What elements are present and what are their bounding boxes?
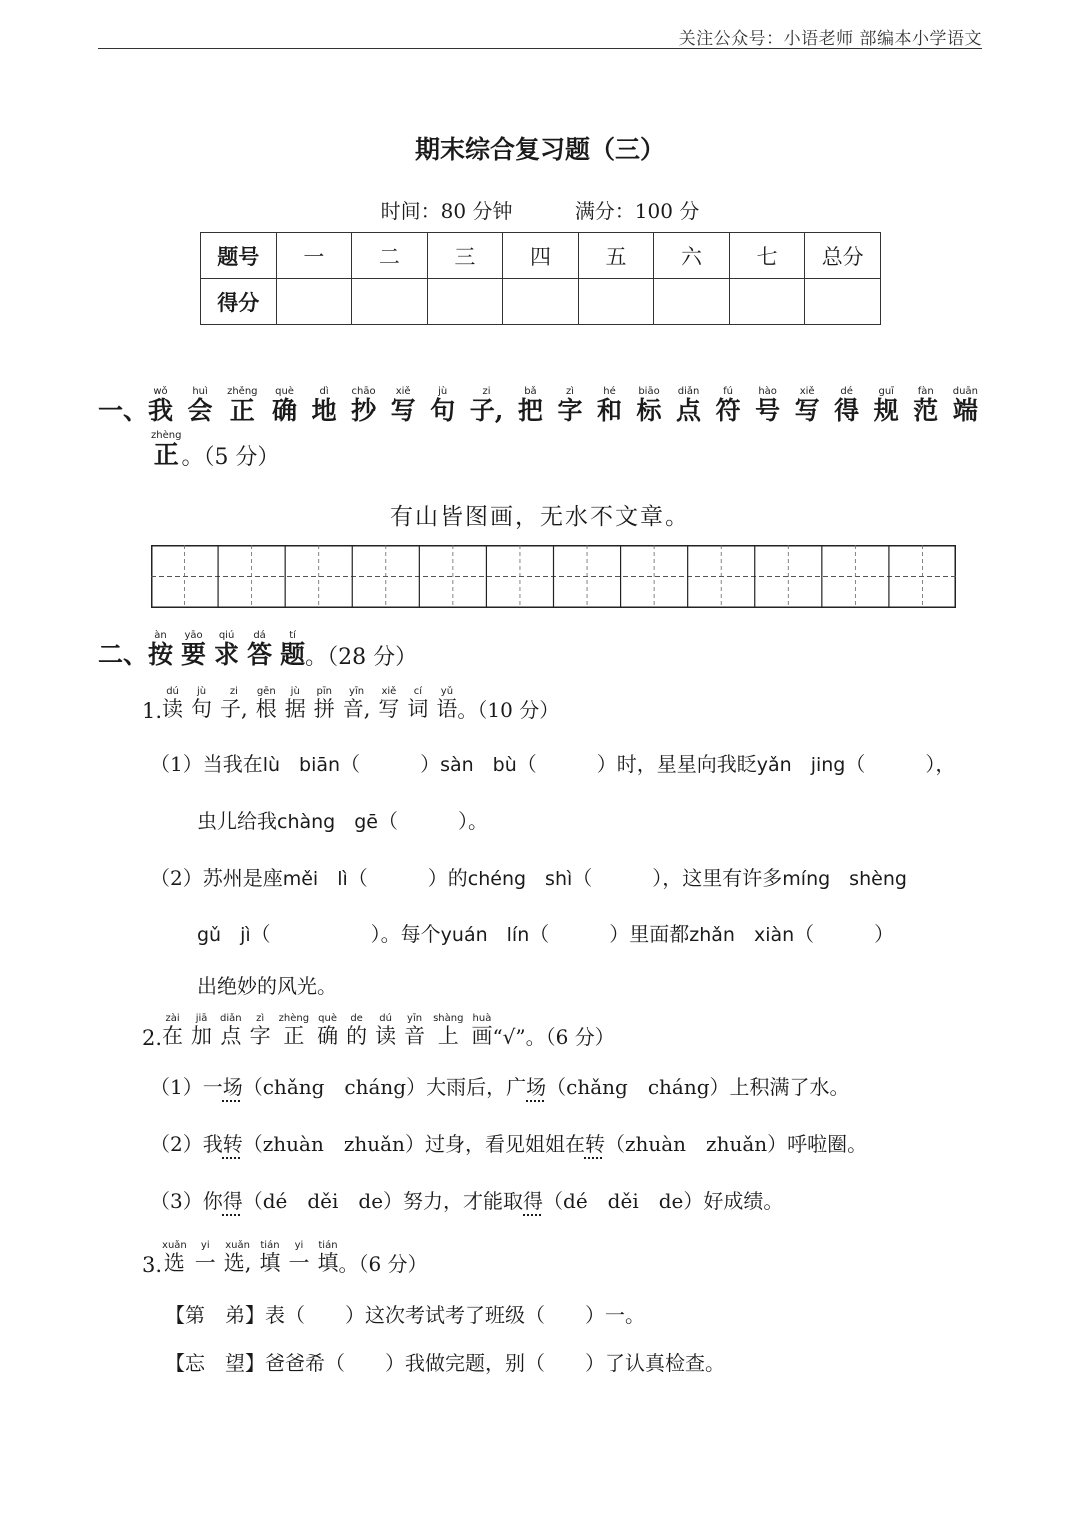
- ruby-char: 得dé: [834, 386, 860, 425]
- pinyin: lù biān: [262, 754, 341, 776]
- ruby-char: 范fàn: [913, 386, 939, 425]
- ruby-char: 会huì: [187, 386, 213, 425]
- ruby-char: 把bǎ: [517, 386, 543, 425]
- ruby-char: 确què: [272, 386, 298, 425]
- ruby-char: 地dì: [311, 386, 337, 425]
- section1-heading: [98, 386, 978, 427]
- ruby-char: 要yāo: [181, 630, 207, 669]
- score-table-header-row: [201, 233, 881, 279]
- ruby-char: 句jù: [430, 386, 456, 425]
- dotted-char: 场: [222, 1075, 243, 1099]
- q3-heading: [142, 1240, 428, 1277]
- ruby-char: 求qiú: [214, 630, 240, 669]
- score-input-cell[interactable]: [654, 279, 730, 325]
- q2-line3: （3）你得（dé děi de）努力，才能取得（dé děi de）好成绩。: [150, 1189, 784, 1213]
- ruby-char: 音,yīn: [342, 686, 371, 721]
- pinyin: chàng gē: [277, 811, 378, 833]
- q1-line2: 虫儿给我chàng gē（ ）。: [197, 809, 488, 833]
- q2-line1: （1）一场（chǎng cháng）大雨后，广场（chǎng cháng）上积满了水。: [150, 1075, 850, 1099]
- ruby-char: 标biāo: [636, 386, 662, 425]
- ruby-char: 字zì: [249, 1013, 271, 1048]
- section-points: 。（28 分）: [305, 645, 418, 670]
- header-divider: [98, 48, 982, 49]
- ruby-char: 填tián: [259, 1240, 281, 1275]
- answer-blank[interactable]: （ ）: [794, 922, 895, 946]
- question-points: 。（10 分）: [457, 698, 560, 722]
- header-note: 关注公众号：小语老师 部编本小学语文: [678, 29, 982, 49]
- ruby-char: 和hé: [596, 386, 622, 425]
- ruby-char: 答dá: [247, 630, 273, 669]
- ruby-char: 号hào: [755, 386, 781, 425]
- section2-ruby-text: [148, 630, 305, 671]
- ruby-char: 在zài: [162, 1013, 184, 1048]
- choice-options[interactable]: （zhuàn zhuǎn）呼啦圈。: [604, 1132, 868, 1156]
- pinyin: yǎn jing: [756, 754, 846, 776]
- ruby-char: 端duān: [952, 386, 978, 425]
- ruby-char: 填tián: [317, 1240, 339, 1275]
- writing-grid[interactable]: [151, 545, 956, 608]
- question-points: “√”。（6 分）: [492, 1025, 615, 1049]
- ruby-char: 读dú: [162, 686, 184, 721]
- score-input-cell[interactable]: [427, 279, 503, 325]
- question-number: 1.: [142, 699, 163, 723]
- q1-line1: （1）当我在lù biān（ ）sàn bù（ ）时，星星向我眨yǎn jing（ ），: [150, 752, 956, 776]
- q1-ruby-text: [162, 686, 457, 723]
- ruby-char: 写xiě: [794, 386, 820, 425]
- section1-heading-line2: [151, 430, 279, 471]
- question-points: 。（6 分）: [338, 1252, 428, 1276]
- fill-sentence[interactable]: 爸爸希（ ）我做完题，别（ ）了认真检查。: [265, 1351, 725, 1375]
- fill-sentence[interactable]: 表（ ）这次考试考了班级（ ）一。: [265, 1303, 645, 1327]
- choice-options[interactable]: （chǎng cháng）大雨后，广: [242, 1075, 527, 1099]
- word-pair-tag: 【忘 望】: [165, 1351, 265, 1375]
- q1-line4: [197, 918, 894, 947]
- choice-options[interactable]: （dé děi de）好成绩。: [543, 1189, 784, 1213]
- ruby-char: 正zhèng: [278, 1013, 310, 1048]
- score-table-cell: 一: [276, 233, 352, 279]
- answer-blank[interactable]: （ ），: [845, 752, 956, 776]
- ruby-char: 按àn: [148, 630, 174, 669]
- pinyin: gǔ jì: [197, 924, 251, 946]
- pinyin: chéng shì: [467, 868, 573, 890]
- ruby-char: 选xuǎn: [162, 1240, 187, 1275]
- pinyin: měi lì: [282, 868, 348, 890]
- score-input-cell[interactable]: [805, 279, 881, 325]
- ruby-char: 题tí: [280, 630, 306, 669]
- ruby-char: 规guī: [873, 386, 899, 425]
- ruby-char: 词cí: [407, 686, 429, 721]
- q3-line2: [165, 1347, 725, 1376]
- section-points: 。（5 分）: [181, 445, 280, 470]
- ruby-char: 上shàng: [433, 1013, 464, 1048]
- word-pair-tag: 【第 弟】: [165, 1303, 265, 1327]
- q3-line1: [165, 1299, 645, 1328]
- ruby-char: 语yǔ: [436, 686, 458, 721]
- ruby-char: 点diǎn: [676, 386, 702, 425]
- ruby-char: 符fú: [715, 386, 741, 425]
- exam-meta: [0, 195, 1080, 224]
- ruby-char: 据jù: [284, 686, 306, 721]
- score-input-cell[interactable]: [503, 279, 579, 325]
- answer-blank[interactable]: （ ）。: [377, 809, 488, 833]
- score-input-cell[interactable]: [729, 279, 805, 325]
- ruby-char: 子,zi: [469, 386, 504, 425]
- pinyin: yuán lín: [440, 924, 530, 946]
- dotted-char: 场: [526, 1075, 547, 1099]
- score-table-score-row: [201, 279, 881, 325]
- score-input-cell[interactable]: [276, 279, 352, 325]
- question-number: 2.: [142, 1026, 163, 1050]
- ruby-char: 根gēn: [255, 686, 277, 721]
- ruby-char: 正zhěng: [227, 386, 258, 425]
- ruby-char: 我wǒ: [148, 386, 174, 425]
- ruby-char: 句jù: [191, 686, 213, 721]
- ruby-char: 一yi: [288, 1240, 310, 1275]
- dotted-char: 转: [584, 1132, 605, 1156]
- q2-ruby-text: [162, 1013, 492, 1050]
- q1-line5: 出绝妙的风光。: [197, 974, 337, 998]
- dotted-char: 得: [523, 1189, 544, 1213]
- ruby-char: 读dú: [375, 1013, 397, 1048]
- copy-sentence: 有山皆图画，无水不文章。: [390, 504, 690, 530]
- choice-options[interactable]: （zhuàn zhuǎn）过身，看见姐姐在: [242, 1132, 585, 1156]
- ruby-char: 确què: [317, 1013, 339, 1048]
- ruby-char: 画huà: [471, 1013, 493, 1048]
- q1-line3: （2）苏州是座měi lì（ ）的chéng shì（ ），这里有许多míng shèng: [150, 866, 907, 890]
- ruby-char: 拼pīn: [313, 686, 335, 721]
- pinyin: zhǎn xiàn: [689, 924, 795, 946]
- answer-blank[interactable]: （ ）的: [347, 866, 468, 890]
- score-table-cell: 二: [352, 233, 428, 279]
- choice-options[interactable]: （dé děi de）努力，才能取: [242, 1189, 524, 1213]
- ruby-char: 抄chāo: [351, 386, 377, 425]
- score-input-cell[interactable]: [352, 279, 428, 325]
- ruby-char: 写xiě: [378, 686, 400, 721]
- ruby-char: 子,zi: [220, 686, 248, 721]
- pinyin: sàn bù: [440, 754, 517, 776]
- section2-heading: [98, 630, 417, 671]
- section1-ruby-text: [148, 386, 978, 427]
- dotted-char: 得: [222, 1189, 243, 1213]
- score-table-cell: 总分: [805, 233, 881, 279]
- score-table-cell: 四: [503, 233, 579, 279]
- q2-heading: [142, 1013, 615, 1050]
- ruby-char: 的de: [346, 1013, 368, 1048]
- ruby-char: 音yīn: [404, 1013, 426, 1048]
- dotted-char: 转: [222, 1132, 243, 1156]
- q3-ruby-text: [162, 1240, 338, 1277]
- ruby-char: 写xiě: [390, 386, 416, 425]
- score-table-cell: 五: [578, 233, 654, 279]
- score-table-cell: 六: [654, 233, 730, 279]
- score-table-cell: 三: [427, 233, 503, 279]
- answer-blank[interactable]: （ ）。每个: [250, 922, 441, 946]
- answer-blank[interactable]: （ ）时，星星向我眨: [516, 752, 757, 776]
- score-input-cell[interactable]: [578, 279, 654, 325]
- exam-full-score: 满分：100 分: [574, 199, 700, 223]
- question-number: 3.: [142, 1253, 163, 1277]
- page-title: 期末综合复习题（三）: [414, 135, 665, 164]
- ruby-char: 正zhèng: [151, 430, 182, 469]
- ruby-char: 点diǎn: [220, 1013, 242, 1048]
- answer-blank[interactable]: （ ），这里有许多: [572, 866, 783, 890]
- ruby-char: 选,xuǎn: [223, 1240, 252, 1275]
- choice-options[interactable]: （chǎng cháng）上积满了水。: [546, 1075, 850, 1099]
- score-table-cell: 题号: [201, 233, 277, 279]
- score-table: [200, 232, 881, 325]
- q1-heading: [142, 686, 559, 723]
- ruby-char: 一yi: [194, 1240, 216, 1275]
- answer-blank[interactable]: （ ）里面都: [529, 922, 690, 946]
- ruby-char: 字zì: [557, 386, 583, 425]
- ruby-char: 加jiā: [191, 1013, 213, 1048]
- score-table-cell: 七: [729, 233, 805, 279]
- section-number: 二、: [98, 640, 149, 669]
- q2-line2: （2）我转（zhuàn zhuǎn）过身，看见姐姐在转（zhuàn zhuǎn）呼啦圈。: [150, 1132, 868, 1156]
- pinyin: míng shèng: [782, 868, 907, 890]
- score-table-cell: 得分: [201, 279, 277, 325]
- answer-blank[interactable]: （ ）: [340, 752, 441, 776]
- section-number: 一、: [98, 396, 149, 425]
- exam-time: 时间：80 分钟: [380, 199, 513, 223]
